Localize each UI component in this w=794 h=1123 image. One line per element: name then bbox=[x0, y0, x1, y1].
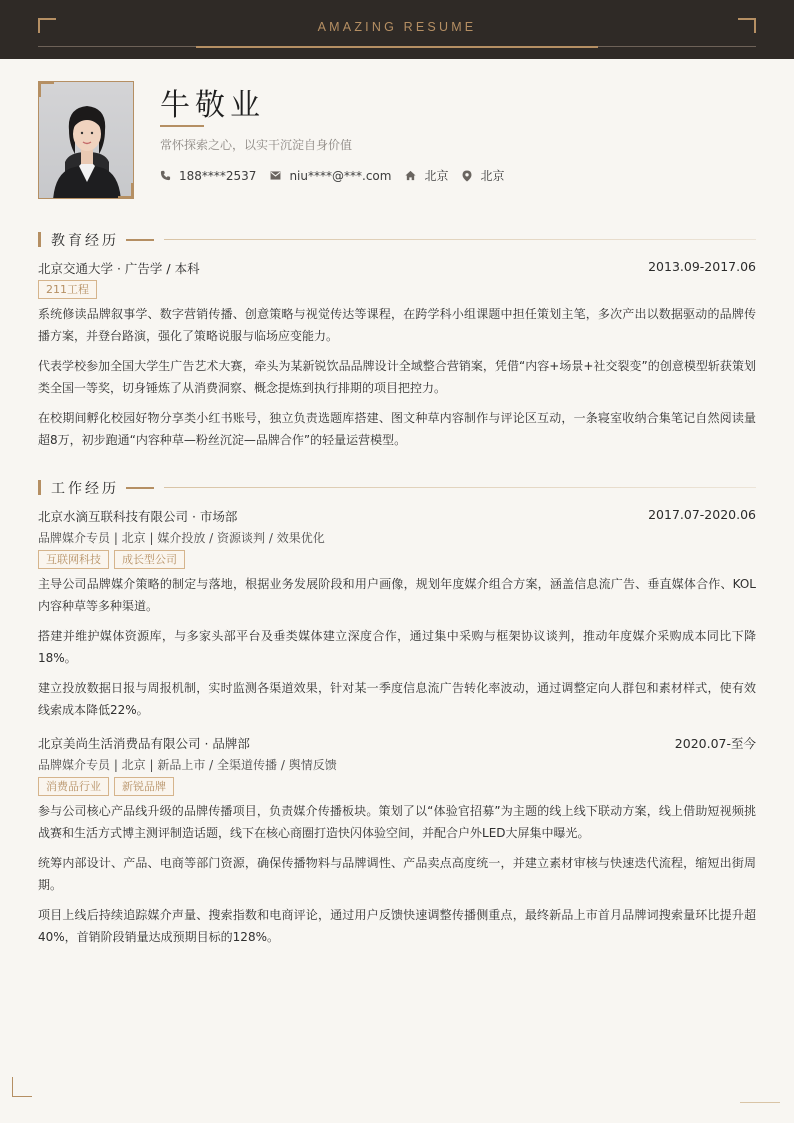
job-paragraph: 参与公司核心产品线升级的品牌传播项目，负责媒介传播板块。策划了以“体验官招募”为主题的线上线下联动方案，线上借助短视频挑战赛和生活方式博主测评制造话题，线下在核心商圈打造快闪体验空间，并配合户外LED大屏集中曝光。 bbox=[38, 804, 756, 840]
tag: 新锐品牌 bbox=[114, 777, 174, 796]
contact-email[interactable] bbox=[270, 169, 391, 183]
hometown-text: 北京 bbox=[424, 169, 449, 183]
header-brand: AMAZING RESUME bbox=[317, 20, 477, 34]
section-dash bbox=[126, 487, 154, 489]
profile-name: 牛敬业 bbox=[160, 88, 265, 123]
job-paragraph: 搭建并维护媒体资源库，与多家头部平台及垂类媒体建立深度合作，通过集中采购与框架协议谈判，推动年度媒介采购成本同比下降18%。 bbox=[38, 629, 756, 665]
job-paragraph: 项目上线后持续追踪媒介声量、搜索指数和电商评论，通过用户反馈快速调整传播侧重点，最终新品上市首月品牌词搜索量环比提升超40%，首销阶段销量达成预期目标的128%。 bbox=[38, 908, 756, 944]
job-paragraph: 主导公司品牌媒介策略的制定与落地，根据业务发展阶段和用户画像，规划年度媒介组合方案，涵盖信息流广告、垂直媒体合作、KOL内容种草等多种渠道。 bbox=[38, 577, 756, 613]
job-date: 2020.07-至今 bbox=[674, 736, 756, 751]
education-date: 2013.09-2017.06 bbox=[648, 259, 756, 274]
job-role: 品牌媒介专员 | 北京 | 媒介投放 / 资源谈判 / 效果优化 bbox=[38, 531, 325, 545]
header-bar bbox=[0, 0, 794, 59]
section-marker bbox=[38, 480, 41, 495]
tag: 消费品行业 bbox=[38, 777, 109, 796]
email-icon bbox=[270, 171, 281, 180]
section-marker bbox=[38, 232, 41, 247]
job-paragraph: 统筹内部设计、产品、电商等部门资源，确保传播物料与品牌调性、产品卖点高度统一，并建立素材审核与快速迭代流程，缩短出街周期。 bbox=[38, 856, 756, 892]
portrait-illustration bbox=[39, 82, 134, 199]
section-rule bbox=[164, 239, 756, 240]
section-rule bbox=[164, 487, 756, 488]
photo-corner-top-left bbox=[38, 81, 54, 97]
contact-phone[interactable] bbox=[160, 169, 256, 183]
education-section-title: 教育经历 bbox=[51, 233, 119, 249]
education-paragraph: 代表学校参加全国大学生广告艺术大赛，牵头为某新锐饮品品牌设计全域整合营销案，凭借“内容+场景+社交裂变”的创意模型斩获策划类全国一等奖，切身锤炼了从消费洞察、概念提炼到执行排期的项目把控力。 bbox=[38, 359, 756, 395]
job-tags bbox=[38, 550, 190, 569]
bottom-line-decoration bbox=[740, 1102, 780, 1103]
location-text: 北京 bbox=[480, 169, 505, 183]
work-section-title: 工作经历 bbox=[51, 481, 119, 497]
location-pin-icon bbox=[462, 170, 472, 182]
phone-text: 188****2537 bbox=[179, 168, 257, 183]
profile-tagline: 常怀探索之心，以实干沉淀自身价值 bbox=[160, 138, 353, 152]
education-tags bbox=[38, 280, 102, 299]
job-paragraph: 建立投放数据日报与周报机制，实时监测各渠道效果，针对某一季度信息流广告转化率波动，通过调整定向人群包和素材样式，使有效线索成本降低22%。 bbox=[38, 681, 756, 717]
phone-icon bbox=[160, 170, 171, 181]
education-paragraph: 系统修读品牌叙事学、数字营销传播、创意策略与视觉传达等课程，在跨学科小组课题中担任策划主笔，多次产出以数据驱动的品牌传播方案，并登台路演，强化了策略说服与临场应变能力。 bbox=[38, 307, 756, 343]
education-school: 北京交通大学 · 广告学 / 本科 bbox=[38, 261, 200, 276]
job-date: 2017.07-2020.06 bbox=[648, 507, 756, 522]
name-underline bbox=[160, 125, 204, 127]
contact-hometown bbox=[405, 167, 448, 184]
tag: 211工程 bbox=[38, 280, 97, 299]
education-section-header bbox=[38, 230, 756, 250]
job-company: 北京水滴互联科技有限公司 · 市场部 bbox=[38, 509, 238, 524]
header-accent-line bbox=[196, 46, 598, 48]
job-entry-header bbox=[38, 507, 756, 525]
job-company: 北京美尚生活消费品有限公司 · 品牌部 bbox=[38, 736, 250, 751]
photo-corner-bottom-right bbox=[118, 183, 134, 199]
job-role: 品牌媒介专员 | 北京 | 新品上市 / 全渠道传播 / 舆情反馈 bbox=[38, 758, 337, 772]
education-paragraph: 在校期间孵化校园好物分享类小红书账号，独立负责选题库搭建、图文种草内容制作与评论区互动，一条寝室收纳合集笔记自然阅读量超8万，初步跑通“内容种草—粉丝沉淀—品牌合作”的轻量运营模型。 bbox=[38, 411, 756, 447]
tag: 成长型公司 bbox=[114, 550, 185, 569]
contact-list bbox=[160, 167, 518, 184]
work-section-header bbox=[38, 478, 756, 498]
tag: 互联网科技 bbox=[38, 550, 109, 569]
profile-photo bbox=[38, 81, 134, 199]
job-entry-header bbox=[38, 734, 756, 752]
section-dash bbox=[126, 239, 154, 241]
contact-location bbox=[462, 167, 504, 184]
bottom-corner-decoration bbox=[12, 1077, 32, 1097]
job-tags bbox=[38, 777, 179, 796]
email-text: niu****@***.com bbox=[289, 168, 392, 183]
home-icon bbox=[405, 170, 416, 181]
education-entry-header bbox=[38, 259, 756, 277]
